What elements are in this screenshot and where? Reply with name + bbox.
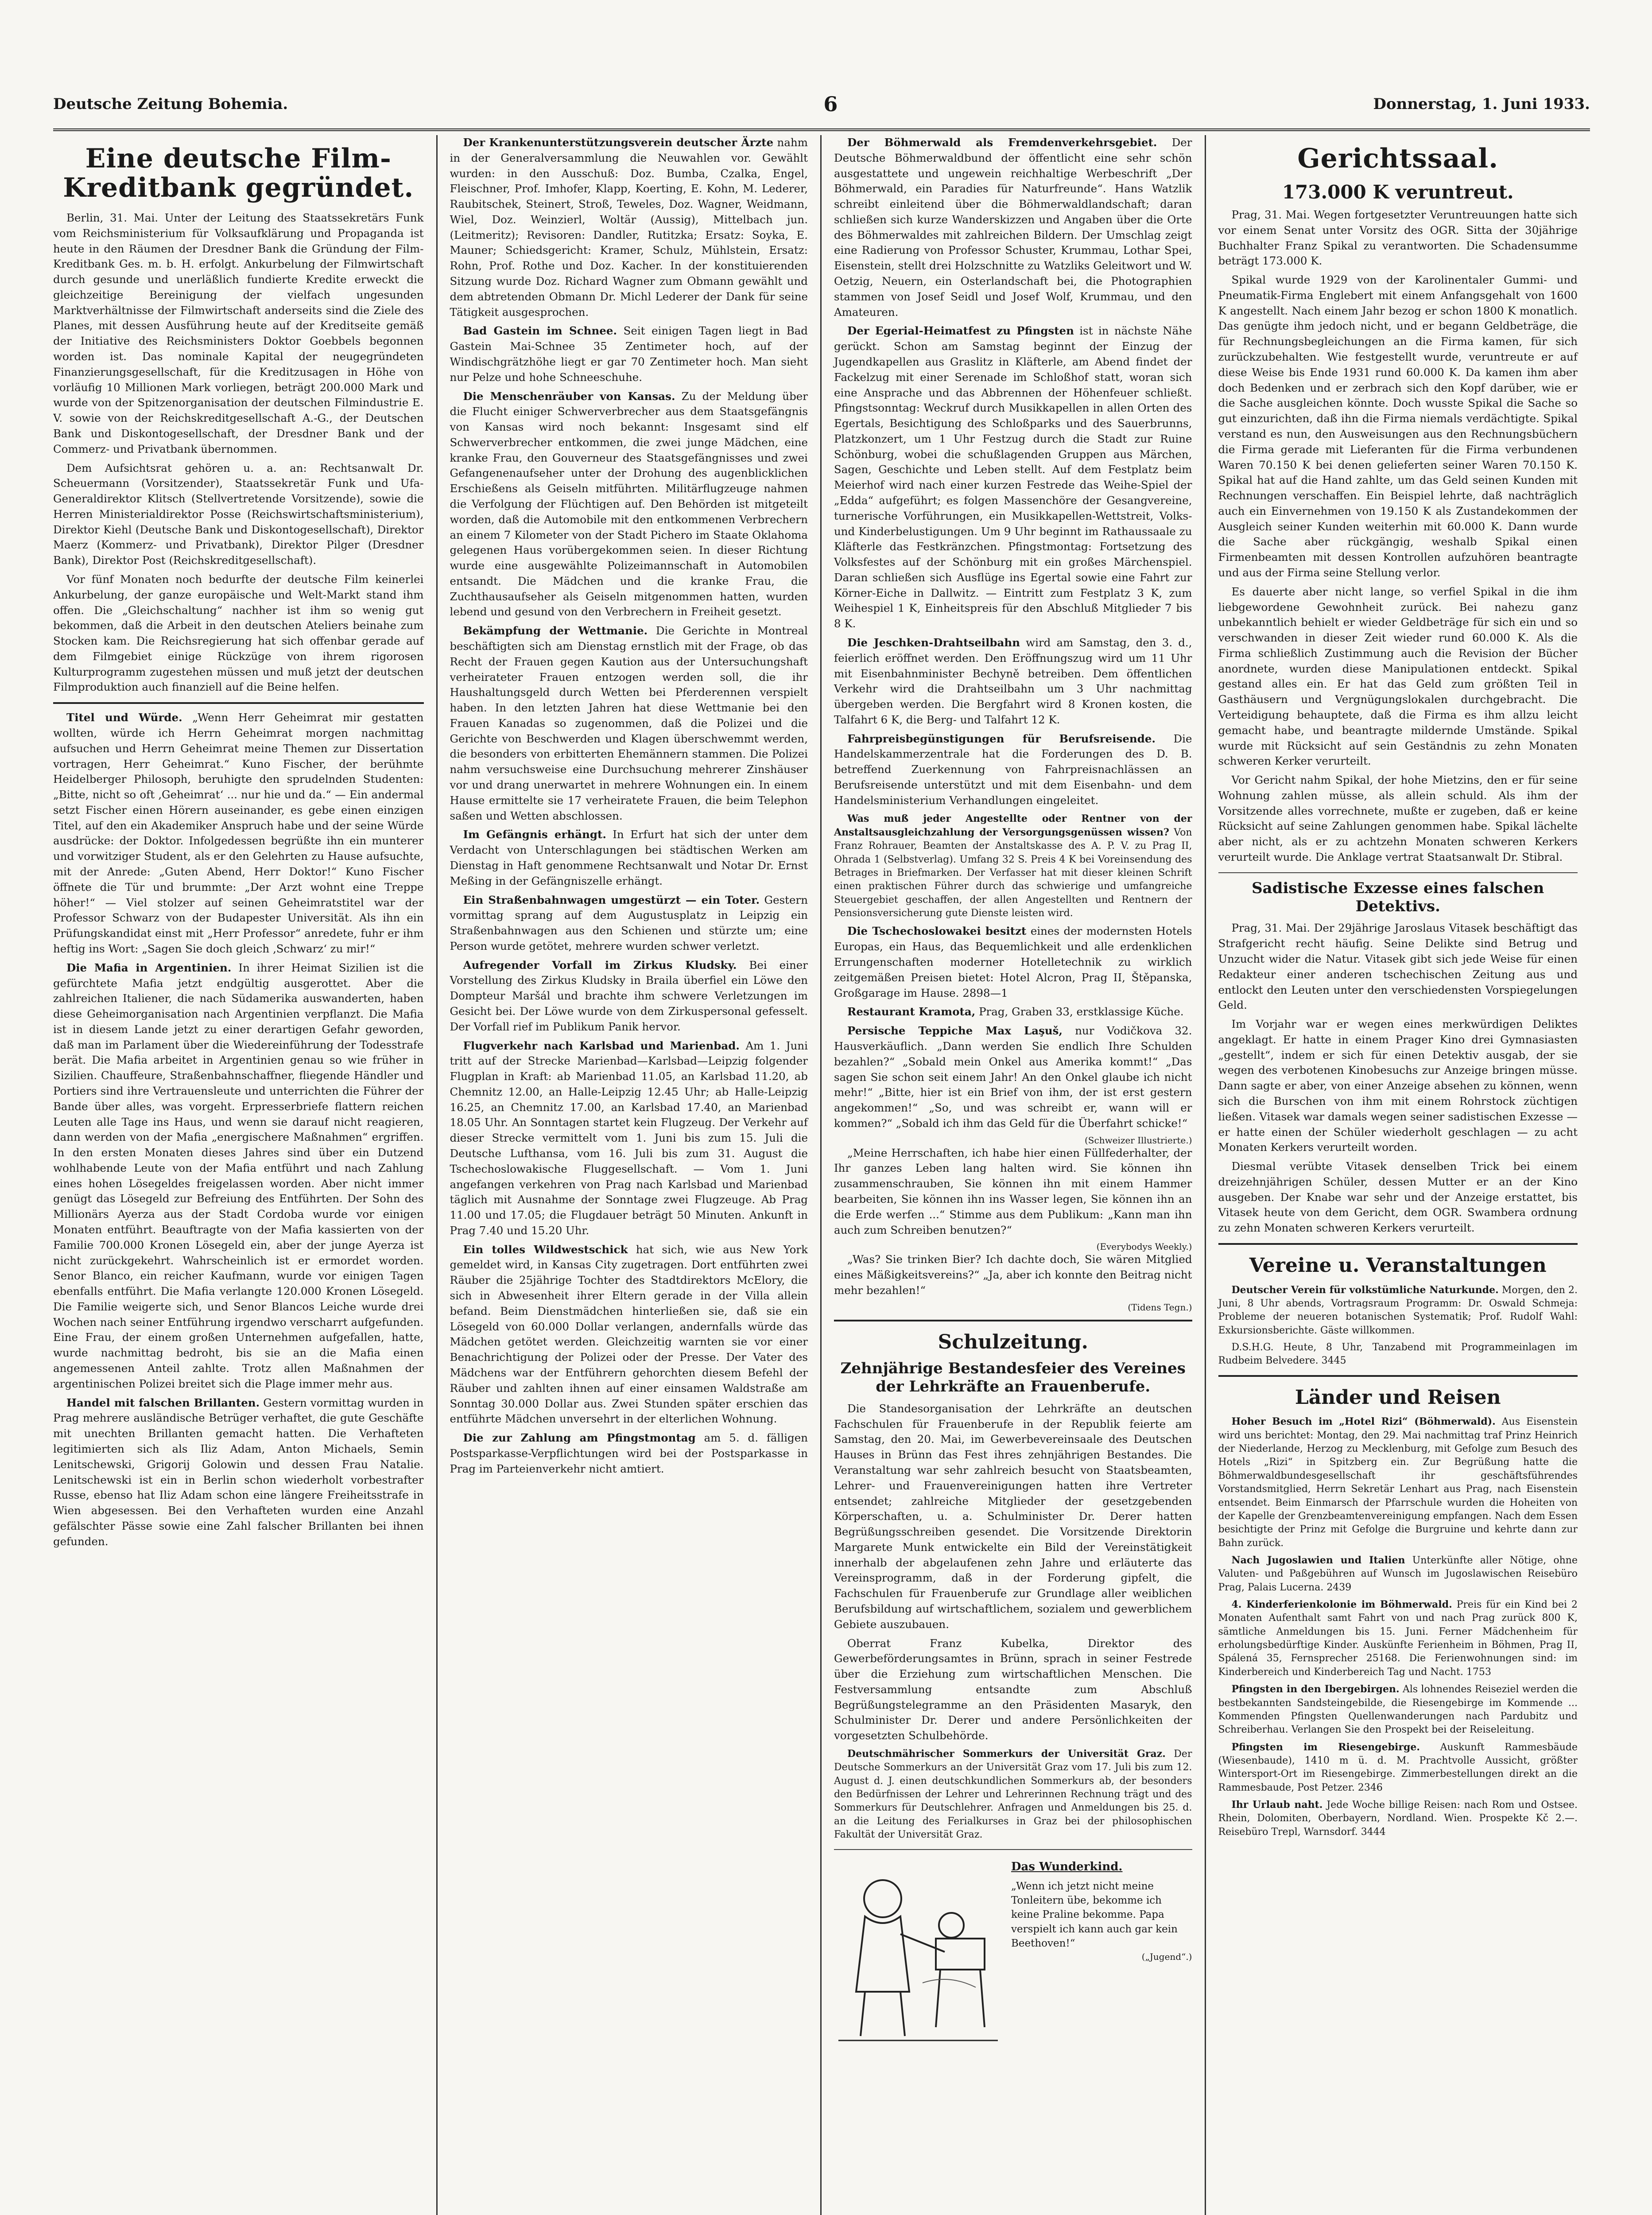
news-item [450, 389, 808, 620]
news-lead: Die Menschenräuber von Kansas. [463, 389, 675, 403]
news-lead: Die zur Zahlung am Pfingstmontag [463, 1431, 696, 1445]
article-paragraph: Oberrat Franz Kubelka, Direktor des Gewerbeförderungsamtes in Brünn, sprach in seiner Festrede über die Erziehung zum wirtschaftlichen Menschen. Die Festversammlung entsandte zum Abschluß Begrüßungstelegramme an den Präsidenten Masaryk, den Schulminister Dr. Derer und andere Persönlichkeiten der vorgesetzten Schulbehörde. [834, 1636, 1192, 1742]
article-paragraph: Prag, 31. Mai. Wegen fortgesetzter Veruntreuungen hatte sich vor einem Senat unter Vorsitz des OGR. Sitta der 30jährige Buchhalter Franz Spikal zu verantworten. Die Schadensumme beträgt 173.000 K. [1218, 208, 1578, 268]
news-text: Prag, Graben 33, erstklassige Küche. [979, 1005, 1184, 1018]
source-credit: (Schweizer Illustrierte.) [1085, 1135, 1192, 1146]
news-item [834, 731, 1192, 808]
news-text: Am 1. Juni tritt auf der Strecke Marienbad—Karlsbad—Leipzig folgender Flugplan in Kraft: ab Marienbad 11.05, an Karlsbad 11.20, ab Chemnitz 12.00, an Halle-Leipzig 12.45 Uhr; ab Halle-Leipzig 16.25, an Chemnitz 17.00, an Karlsbad 17.40, an Marienbad 18.05 Uhr. An Sonntagen startet kein Flugzeug. Der Verkehr auf dieser Strecke vermittelt vom 1. Juni bis zum 15. Juli die Deutsche Lufthansa, vom 16. Juli bis zum 31. August die Tschechoslowakische Fluggesellschaft. — Vom 1. Juni angefangen verkehren von Prag nach Karlsbad und Marienbad täglich mit Ausnahme der Sonntage zwei Flugzeuge. Ab Prag 11.00 und 17.05; die Flugdauer beträgt 50 Minuten. Ankunft in Prag 7.40 und 15.20 Uhr. [450, 1039, 808, 1237]
news-item [450, 623, 808, 824]
news-text: Gestern vormittag sprang auf dem Augustusplatz in Leipzig ein Straßenbahnwagen aus den Schienen und stürzte um; eine Person wurde getötet, mehrere wurden schwer verletzt. [450, 893, 808, 952]
news-text: Als lohnendes Reiseziel werden die bestbekannten Sandsteingebilde, die Riesengebirge im Kommende ... Kommenden Pfingsten Quellenwanderungen nach Pardubitz und Schreiberhau. Verlangen Sie den Prospekt bei der Reiseleitung. [1218, 1684, 1578, 1736]
news-text: Morgen, den 2. Juni, 8 Uhr abends, Vortragsraum Programm: Dr. Oswald Schmeja: Probleme der neueren botanischen Systematik; Prof. Rudolf Wahl: Exkursionsberichte. Gäste willkommen. [1218, 1284, 1578, 1336]
source-credit: (Everybodys Weekly.) [1096, 1241, 1192, 1252]
news-lead: Der Egerial-Heimatfest zu Pfingsten [847, 324, 1074, 338]
article-paragraph: Vor fünf Monaten noch bedurfte der deutsche Film keinerlei Ankurbelung, der ganze europäische und Welt-Markt stand ihm offen. Die „Gleichschaltung“ nachher ist ihm so wenig gut bekommen, daß die Arbeit in den deutschen Ateliers beinahe zum Stocken kam. Die Reichsregierung hat sich offenbar gerade auf dem Filmgebiet einige Rückzüge von ihrem rigorosen Kulturprogramm zugestehen müssen und muß jetzt der deutschen Filmproduktion auch finanziell auf die Beine helfen. [53, 572, 424, 694]
news-lead: Deutscher Verein für volkstümliche Naturkunde. [1231, 1284, 1499, 1296]
page-number: 6 [823, 92, 838, 116]
cartoon-illustration [834, 1859, 1002, 2045]
article-subheadline: 173.000 K veruntreut. [1282, 181, 1514, 203]
news-item [1218, 1741, 1578, 1795]
news-lead: Im Gefängnis erhängt. [463, 828, 606, 841]
news-lead: Die Tschechoslowakei besitzt [847, 925, 1027, 938]
news-lead: Restaurant Kramota, [847, 1005, 976, 1018]
article-paragraph: Im Vorjahr war er wegen eines merkwürdigen Deliktes angeklagt. Er hatte in einem Prager Kino drei Gymnasiasten „gestellt“, indem er sich für einen Detektiv ausgab, der sie wegen des verbotenen Kinobesuchs zur Anzeige bringen müsse. Dann sagte er aber, von einer Anzeige absehen zu können, wenn sich die Burschen von ihm mit einem Rohrstock züchtigen ließen. Vitasek war damals wegen seiner sadistischen Exzesse — er hatte einen der Schüler wiederholt geschlagen — zu acht Monaten Kerkers verurteilt worden. [1218, 1018, 1578, 1154]
news-text: nahm in der Generalversammlung die Neuwahlen vor. Gewählt wurden: in den Ausschuß: Doz. Bumba, Czalka, Engel, Fleischner, Prof. Imhofer, Klapp, Koerting, E. Kohn, M. Lederer, Raubitschek, Steinert, Stroß, Teweles, Doz. Wagner, Weidmann, Wiel, Doz. Weinzierl, Woltär (Aussig), Mittelbach jun. (Leitmeritz); Revisoren: Dandler, Rutitzka; Ersatz: Soyka, E. Mauner; Schiedsgericht: Kramer, Schulz, Mühlstein, Ersatz: Rohn, Prof. Rothe und Doz. Kacher. In der konstituierenden Sitzung wurde Doz. Richard Wagner zum Obmann gewählt und dem abtretenden Obmann Dr. Michl Lederer der Dank für seine Tätigkeit ausgesprochen. [450, 136, 808, 319]
column-3 [822, 135, 1206, 2215]
news-item [450, 958, 808, 1035]
news-text: am 5. d. fälligen Postsparkasse-Verpflichtungen wird bei der Postsparkasse in Prag im Parteienverkehr nicht amtiert. [450, 1431, 808, 1475]
news-item [1218, 1683, 1578, 1737]
news-item [1218, 1415, 1578, 1550]
news-lead: 4. Kinderferienkolonie im Böhmerwald. [1231, 1599, 1452, 1611]
news-text: Der Deutsche Böhmerwaldbund der öffentlicht eine sehr schön ausgestattete und ungewein reichhaltige Werbeschrift „Der Böhmerwald, ein Paradies für Naturfreunde“. Hans Watzlik schreibt einleitend über die Böhmerwaldlandschaft; daran schließen sich kurze Wanderskizzen und Angaben über die Orte des Böhmerwaldes mit zahlreichen Bildern. Der Umschlag zeigt eine Radierung von Professor Schuster, Krummau, Lothar Spei, Eisenstein, stellt drei Holzschnitte zu Watzliks Geleitwort und W. Oetzig, Neuern, ein Osterlandschaft bei, die Photographien stammen von Josef Seidl und Josef Wolf, Krummau, und den Amateuren. [834, 136, 1192, 319]
divider [834, 1320, 1192, 1321]
issue-date: Donnerstag, 1. Juni 1933. [1373, 95, 1590, 113]
column-2 [438, 135, 822, 2215]
news-item [450, 1430, 808, 1477]
news-lead: Flugverkehr nach Karlsbad und Marienbad. [463, 1039, 740, 1052]
news-item [450, 893, 808, 954]
news-lead: Fahrpreisbegünstigungen für Berufsreisende. [847, 732, 1156, 745]
news-lead: Titel und Würde. [66, 711, 182, 724]
divider [834, 1849, 1192, 1850]
news-lead: Die Mafia in Argentinien. [66, 961, 232, 974]
news-lead: Pfingsten in den Ibergebirgen. [1231, 1683, 1400, 1695]
source-credit: („Jugend“.) [1141, 1951, 1192, 1962]
news-text: ist in nächste Nähe gerückt. Schon am Samstag beginnt der Einzug der Jugendkapellen aus Graslitz in Kläfterle, am Abend findet der Fackelzug mit einer Serenade im Schloßhof statt, woran sich eine Ansprache und das Abbrennen der Höhenfeuer schließt. Pfingstsonntag: Weckruf durch Musikkapellen in allen Orten des Egertals, Besichtigung des Schloßparks und des Sauerbrunns, Platzkonzert, um 1 Uhr Festzug durch die Stadt zur Ruine Schönburg, wobei die schußlagenden Gruppen aus Märchen, Sagen, Geschichte und Leben stellt. Auf dem Festplatz beim Meierhof wird nach einer kurzen Festrede das Weihe-Spiel der „Edda“ aufgeführt; es folgen Massenchöre der Gesangvereine, turnerische Vorführungen, ein Musikkapellen-Wettstreit, Volks- und Kinderbelustigungen. Um 9 Uhr beginnt im Rathaussaale zu Kläfterle das Festkränzchen. Pfingstmontag: Fortsetzung des Volksfestes auf der Schönburg mit ein großes Märchenspiel. Daran schließen sich Ausflüge ins Egertal sowie eine Fahrt zur Körner-Eiche in Dallwitz. — Eintritt zum Festplatz 3 K, zum Weihespiel 1 K, Einheitspreis für den Abschluß Mitglieder 7 bis 8 K. [834, 324, 1192, 630]
news-lead: Bad Gastein im Schnee. [463, 324, 617, 338]
news-text: Unterkünfte aller Nötige, ohne Valuten- und Paßgebühren auf Wunsch im Jugoslawischen Reisebüro Prag, Palais Lucerna. 2439 [1218, 1554, 1578, 1593]
news-lead: Ein Straßenbahnwagen umgestürzt — ein Toter. [463, 893, 760, 906]
cartoon-block [834, 1859, 1192, 2045]
news-text: Bei einer Vorstellung des Zirkus Kludsky in Braila überfiel ein Löwe den Dompteur Maršál und brachte ihm schwere Verletzungen im Gesicht bei. Der Löwe wurde von dem Zirkuspersonal gefesselt. Der Vorfall rief im Publikum Panik hervor. [450, 958, 808, 1033]
news-item [450, 135, 808, 320]
news-lead: Aufregender Vorfall im Zirkus Kludsky. [463, 958, 737, 971]
header-rule [53, 128, 1590, 131]
news-text: eines der modernsten Hotels Europas, ein Haus, das Bequemlichkeit und alle erdenklichen Errungenschaften moderner Hotelletechnik zu wirklich zeitgemäßen Preisen bietet: Hotel Alcron, Prag II, Štěpanska, Großgarage im Hause. 2898—1 [834, 925, 1192, 999]
news-item [1218, 1554, 1578, 1594]
joke-paragraph: „Was? Sie trinken Bier? Ich dachte doch, Sie wären Mitglied eines Mäßigkeitsvereins?“ „Ja, aber ich konnte den Beitrag nicht mehr bezahlen!“ [834, 1253, 1192, 1297]
news-item [450, 323, 808, 385]
cartoon-text: „Wenn ich jetzt nicht meine Tonleitern übe, bekomme ich keine Praline bekomme. Papa verspielt ich kann auch gar kein Beethoven!“ [1011, 1880, 1178, 1949]
news-item [834, 924, 1192, 1001]
news-item [53, 710, 424, 957]
news-lead: Handel mit falschen Brillanten. [66, 1396, 260, 1409]
news-text: Jede Woche billige Reisen: nach Rom und Ostsee. Rhein, Dolomiten, Oberbayern, Nordland. Wien. Prospekte Kč 2.—. Reisebüro Trepl, Warnsdorf. 3444 [1218, 1799, 1578, 1838]
news-item [834, 635, 1192, 728]
news-text: Zu der Meldung über die Flucht einiger Schwerverbrecher aus dem Staatsgefängnis von Kansas wird noch bekannt: Insgesamt sind elf Schwerverbrecher entkommen, die zwei junge Mädchen, eine kranke Frau, den Gouverneur des Staatsgefängnisses und zwei Gefangenenaufseher unter der Drohung des augenblicklichen Erschießens als Geiseln mitführten. Militärflugzeuge nahmen die Verfolgung der Flüchtigen auf. Den Behörden ist mitgeteilt worden, daß die Automobile mit den entkommenen Verbrechern an einem 7 Kilometer von der Stadt Pichero im Staate Oklahoma gelegenen Haus vorübergekommen seien. In dieser Richtung wurde eine ausgewählte Polizeimannschaft in Automobilen entsandt. Die Mädchen und die kranke Frau, die Zuchthausaufseher als Geiseln mitgenommen hatten, wurden lebend und gesund von den Verbrechern in Freiheit gesetzt. [450, 389, 808, 618]
news-item [1218, 1798, 1578, 1839]
news-lead: Hoher Besuch im „Hotel Rizi“ (Böhmerwald). [1231, 1416, 1496, 1428]
article-subheadline: Zehnjährige Bestandesfeier des Vereines der Lehrkräfte an Frauenberufe. [840, 1360, 1186, 1396]
article-headline: Eine deutsche Film-Kreditbank gegründet. [63, 143, 414, 203]
news-text: „Wenn Herr Geheimrat mir gestatten wollten, würde ich Herrn Geheimrat morgen nachmittag aufsuchen und Herrn Geheimrat meine Themen zur Dissertation vortragen, Herr Geheimrat.“ Kuno Fischer, der berühmte Heidelberger Philosoph, beruhigte den sprudelnden Studenten: „Bitte, nicht so oft ‚Geheimrat‘ ... nur hie und da.“ — Ein andermal setzt Fischer einen Hörern auseinander, es gebe einen einzigen Titel, auf den ein Akademiker Anspruch habe und der seine Würde ausdrücke: der Doktor. Infolgedessen begrüßte ihn ein munterer und vorwitziger Student, als er den Gelehrten zu Hause aufsuchte, mit der Anrede: „Guten Abend, Herr Doktor!“ Kuno Fischer öffnete die Tür und brummte: „Der Arzt wohnt eine Treppe höher!“ — Viel stolzer auf seinen Geheimratstitel war der Professor Schwarz von der Budapester Universität. Als ihn ein Prüfungskandidat einst mit „Herr Professor“ anredete, fuhr er ihm heftig ins Wort: „Sagen Sie doch gleich ‚Schwarz‘ zu mir!“ [53, 711, 424, 955]
news-lead: Ein tolles Wildwestschick [463, 1243, 628, 1256]
news-item [450, 1038, 808, 1239]
news-text: Die Gerichte in Montreal beschäftigten sich am Dienstag ernstlich mit der Frage, ob das Recht der Frauen gegen Kaution aus der Untersuchungshaft verheirateter Frauen entzogen werden soll, die ihr Haushaltungsgeld durch Wetten bei Pferderennen verspielt haben. In den letzten Jahren hat diese Wettmanie bei den Frauen Kanadas so zugenommen, daß die Polizei und die Gerichte von Beschwerden und Klagen überschwemmt werden, die besonders von erbitterten Ehemännern stammen. Die Polizei nahm versuchsweise eine Durchsuchung mehrerer Zinshäuser vor und drang unerwartet in mehrere Wohnungen ein. In einem Hause ermittelte sie 17 verheiratete Frauen, die beim Telephon saßen und Wetten abschlossen. [450, 624, 808, 822]
news-text: nur Vodičkova 32. Hausverkäuflich. „Dann werden Sie endlich Ihre Schulden bezahlen?“ „Sobald mein Onkel aus Amerika kommt!“ „Das sagen Sie schon seit einem Jahr! An den Onkel glaube ich nicht mehr!“ „Bitte, hier ist ein Brief von ihm, der ist erst gestern angekommen!“ „So, und was schreibt er, wann will er kommen?“ „Sobald ich ihm das Geld für die Überfahrt schicke!“ [834, 1024, 1192, 1130]
news-lead: Deutschmährischer Sommerkurs der Universität Graz. [847, 1748, 1166, 1760]
section-title: Gerichtssaal. [1297, 143, 1499, 174]
news-item [1218, 1283, 1578, 1337]
section-title: Schulzeitung. [938, 1330, 1088, 1353]
column-1 [53, 135, 438, 2215]
section-title: Vereine u. Veranstaltungen [1249, 1254, 1547, 1277]
news-text: hat sich, wie aus New York gemeldet wird, in Kansas City zugetragen. Dort entführten zwei Räuber die 25jährige Tochter des Stadtdirektors McElory, die sich in Abwesenheit ihrer Eltern gerade in der Villa allein befand. Beim Dienstmädchen hinterließen sie, daß sie ein Lösegeld von 60.000 Dollar verlangen, andernfalls würde das Mädchen getötet werden. Gleichzeitig warnten sie vor einer Benachrichtigung der Polizei oder der Presse. Der Vater des Mädchens war der Entführern gehorchten diesem Befehl der Räuber und zahlten ihnen auf einer einsamen Waldstraße am Sonntag 30.000 Dollar aus. Zwei Stunden später erschien das entführte Mädchen unversehrt in der elterlichen Wohnung. [450, 1243, 808, 1426]
news-text: Auskunft Rammesbäude (Wiesenbaude), 1410 m ü. d. M. Prachtvolle Aussicht, größter Wintersport-Ort im Riesengebirge. Zimmerbestellungen direkt an die Rammesbaude, Post Petzer. 2346 [1218, 1741, 1578, 1793]
news-item [1218, 1598, 1578, 1679]
joke-paragraph: „Meine Herrschaften, ich habe hier einen Füllfederhalter, der Ihr ganzes Leben lang halten wird. Sie können ihn zusammenschrauben, Sie können ihn mit einem Hammer bearbeiten, Sie können ihn ins Wasser legen, Sie können ihn an die Erde werfen ...“ Stimme aus dem Publikum: „Kann man ihn auch zum Schreiben benutzen?“ [834, 1146, 1192, 1236]
news-item [450, 1242, 808, 1427]
news-item [834, 323, 1192, 632]
news-text: Die Handelskammerzentrale hat die Forderungen des D. B. betreffend Zuerkennung von Fahrpreisnachlässen an Berufsreisende unterstützt und mit dem Eisenbahn- und dem Handelsministerium Verhandlungen eingeleitet. [834, 732, 1192, 807]
article-paragraph: Dem Aufsichtsrat gehören u. a. an: Rechtsanwalt Dr. Scheuermann (Vorsitzender), Staatssekretär Funk und Ufa-Generaldirektor Klitsch (Stellvertretende Vorsitzende), sowie die Herren Ministerialdirektor Posse (Reichswirtschaftsministerium), Direktor Kiehl (Deutsche Bank und Diskontogesellschaft), Direktor Maerz (Kommerz- und Privatbank), Direktor Pilger (Dresdner Bank), Direktor Post (Reichskreditgesellschaft). [53, 461, 424, 567]
article-paragraph: Prag, 31. Mai. Der 29jährige Jaroslaus Vitasek beschäftigt das Strafgericht recht häufig. Seine Delikte sind Betrug und Unzucht wider die Natur. Vitasek gibt sich jede Weise für einen Redakteur einer anderen tschechischen Zeitung aus und entlockt den Leuten unter den verschiedensten Vorspiegelungen Geld. [1218, 921, 1578, 1012]
news-text: Seit einigen Tagen liegt in Bad Gastein Mai-Schnee 35 Zentimeter hoch, auf der Windischgrätzhöhe liegt er gar 70 Zentimeter hoch. Man sieht nur Pelze und hohe Schneeschuhe. [450, 324, 808, 384]
news-text: wird am Samstag, den 3. d., feierlich eröffnet werden. Den Eröffnungszug wird um 11 Uhr mit Eisenbahnminister Bechyně betreiben. Dem öffentlichen Verkehr wird die Drahtseilbahn um 3 Uhr nachmittag übergeben werden. Die Bergfahrt wird 8 Kronen kosten, die Talfahrt 6 K, die Berg- und Talfahrt 12 K. [834, 636, 1192, 726]
news-item [834, 1023, 1192, 1131]
news-text: Aus Eisenstein wird uns berichtet: Montag, den 29. Mai nachmittag traf Prinz Heinrich der Niederlande, Herzog zu Mecklenburg, mit Gefolge zum Besuch des Hotels „Rizi“ in Spitzberg ein. Zur Begrüßung hatte die Böhmerwaldbundesgesellschaft ihr geschäftsführendes Vorstandsmitglied, Herrn Sekretär Lenhart aus Prag, nach Eisenstein entsendet. Beim Einmarsch der Pfarrschule wurden die Hoheiten von der Kapelle der Grenzbeamtenvereinigung empfangen. Nach dem Essen besichtigte der Prinz mit Gefolge die Burgruine und kehrte dann zur Bahn zurück. [1218, 1416, 1578, 1549]
news-item [53, 960, 424, 1392]
news-lead: Die Jeschken-Drahtseilbahn [847, 636, 1020, 649]
news-item [834, 135, 1192, 320]
news-text: In Erfurt hat sich der unter dem Verdacht von Unterschlagungen bei städtischen Werken am Dienstag in Haft genommene Rechtsanwalt und Notar Dr. Ernst Meßing in der Gefängniszelle erhängt. [450, 828, 808, 887]
article-paragraph: Die Standesorganisation der Lehrkräfte an deutschen Fachschulen für Frauenberufe in der Republik feierte am Samstag, den 20. Mai, im Gewerbevereinsaale des Deutschen Hauses in Brünn das Fest ihres zehnjährigen Bestandes. Die Veranstaltung war sehr zahlreich besucht von Staatsbeamten, Lehrer- und Frauenvereinigungen hatten ihre Vertreter entsendet; zahlreiche Mitglieder der gesetzgebenden Körperschaften, u. a. Schulminister Dr. Derer hatten Begrüßungsschreiben gesendet. Die Vorsitzende Direktorin Margarete Munk entwickelte ein Bild der Vereinstätigkeit innerhalb der abgelaufenen zehn Jahre und erläuterte das Vereinsprogramm, daß in der Forderung gipfelt, die Fachschulen für Frauenberufe zur Grundlage aller weiblichen Berufsbildung auf wirtschaftlichem, sozialem und gewerblichem Gebiete auszubauen. [834, 1402, 1192, 1631]
article-paragraph: Spikal wurde 1929 von der Karolinentaler Gummi- und Pneumatik-Firma Englebert mit einem Anfangsgehalt von 1600 K angestellt. Nach einem Jahr bezog er schon 1800 K monatlich. Das genügte ihm jedoch nicht, und er begann Geldbeträge, die für Rechnungsbegleichungen an die Firma kamen, für sich zurückzubehalten. Wie festgestellt wurde, veruntreute er auf diese Weise bis Ende 1931 rund 60.000 K. Da kamen ihm aber doch Bedenken und er zerbrach sich den Kopf darüber, wie er die Sache ausgleichen könnte. Doch wusste Spikal die Sache so gut einzurichten, daß ihn die Firma niemals verdächtigte. Spikal verstand es nun, den Ausweisungen aus den Rechnungsbüchern die Firma gerade mit Lieferanten für die Firma verbundenen Waren 70.150 K bei denen gelieferten seiner Waren 70.150 K. Spikal hat auf die Hand zahlte, um das Geld seinen Kunden mit Rechnungen verschaffen. Ein Beispiel lehrte, daß nachträglich auch ein Einvernehmen von 19.150 K als Zustandekommen der Ausgleich seiner Kunden weiterhin mit 60.000 K. Dann wurde die Sache aber rückgängig, weshalb Spikal einen Firmenbeamten mit dessen Kontrollen aufzuhören beantragte und aus der Firma seine Stellung verlor. [1218, 273, 1578, 579]
news-item: D.S.H.G. Heute, 8 Uhr, Tanzabend mit Programmeinlagen im Rudbeim Belvedere. 3445 [1218, 1342, 1578, 1367]
news-text: Der Deutsche Sommerkurs an der Universität Graz vom 17. Juli bis zum 12. August d. J. einen deutschkundlichen Sommerkurs ab, der besonders den Bedürfnissen der Lehrer und Lehrerinnen Rechnung trägt und des Sommerkurs für Deutschlehrer. Anfragen und Anmeldungen bis 25. d. an die Leitung des Ferialkurses in Graz bei der philosophischen Fakultät der Universität Graz. [834, 1749, 1192, 1841]
divider [53, 702, 424, 704]
columns [53, 135, 1590, 2215]
divider [1218, 872, 1578, 873]
cartoon-title: Das Wunderkind. [1011, 1860, 1123, 1873]
article-paragraph: Vor Gericht nahm Spikal, der hohe Mietzins, den er für seine Wohnung zahlen müsse, als allein schuld. Als ihm der Vorsitzende alles vorrechnete, mußte er zugeben, daß er keine Rücksicht auf seine Zahlungen genommen habe. Spikal lächelte aber nicht, als er zu achtzehn Monaten schweren Kerkers verurteilt wurde. Die Anklage vertrat Staatsanwalt Dr. Stibral. [1218, 773, 1578, 864]
news-lead: Nach Jugoslawien und Italien [1231, 1554, 1405, 1566]
news-item [53, 1395, 424, 1550]
news-lead: Der Böhmerwald als Fremdenverkehrsgebiet. [847, 136, 1157, 149]
article-paragraph: Es dauerte aber nicht lange, so verfiel Spikal in die ihm liebgewordene Gewohnheit zurück. Bei nahezu ganz unbekanntlich behielt er wieder Geldbeträge für sich ein und so verschwanden in dieser Zeit wieder rund 60.000 K. Als die Firma schließlich Zustimmung auch die Revision der Bücher anordnete, wurden diese Manipulationen entdeckt. Spikal gestand alles ein. Er hat das Geld zum größten Teil in Gasthäusern und Vergnügungslokalen durchgebracht. Die Verteidigung behauptete, daß die Firma es ihm allzu leicht gemacht habe, und beantragte mildernde Umstände. Spikal wurde mit Rücksicht auf sein Geständnis zu zehn Monaten schweren Kerker verurteilt. [1218, 585, 1578, 768]
news-text: In ihrer Heimat Sizilien ist die gefürchtete Mafia jetzt endgültig ausgerottet. Aber die zahlreichen Italiener, die nach Südamerika auswanderten, haben diese Geheimorganisation nach Argentinien verpflanzt. Die Mafia ist in diesem Lande jetzt zu einer derartigen Gefahr geworden, daß man im Parlament über die Wiedereinführung der Todesstrafe berät. Die Mafia arbeitet in Argentinien genau so wie früher in Sizilien. Chauffeure, Straßenbahnschaffner, fliegende Händler und Portiers sind ihre Vertrauensleute und unterrichten die Führer der Bande über alles, was vorgeht. Erpresserbriefe flattern reichen Leuten alle Tage ins Haus, und wenn sie darauf nicht reagieren, dann werden von der Mafia „energischere Maßnahmen“ ergriffen. In den ersten Monaten dieses Jahres sind über ein Dutzend wohlhabende Leute von der Mafia entführt und nach Zahlung eines hohen Lösegeldes freigelassen worden. Aber nicht immer genügt das Lösegeld zur Befreiung des Entführten. Der Sohn des Millionärs Ayerza aus der Stadt Cordoba wurde vor einigen Monaten entführt. Beauftragte von der Mafia kassierten von der Familie 700.000 Kronen Lösegeld ein, aber der junge Ayerza ist nicht zurückgekehrt. Wahrscheinlich ist er ermordet worden. Senor Blanco, ein reicher Kaufmann, wurde vor einigen Tagen ebenfalls entführt. Die Mafia verlangte 120.000 Kronen Lösegeld. Die Familie weigerte sich, und Senor Blancos Leiche wurde drei Wochen nach seiner Entführung irgendwo verscharrt aufgefunden. Eine Frau, der einem großen Unternehmen aufgefallen, hatte, wurde nachmittag bedroht, bis sie an die Mafia einen angemessenen Anteil zahlte. Trotz allen Maßnahmen der argentinischen Polizei breitet sich die Plage immer mehr aus. [53, 961, 424, 1390]
divider [1218, 1243, 1578, 1245]
news-item [450, 827, 808, 889]
news-text: Preis für ein Kind bei 2 Monaten Aufenthalt samt Fahrt von und nach Prag zurück 800 K, sämtliche Anmeldungen bis 15. Juni. Ferner Mädchenheim für erholungsbedürftige Kinder. Auskünfte Ferienheim in Böhmen, Prag II, Spálená 35, Fernsprecher 25168. Die Ferienwohnungen sind: im Kinderbereich und Kinderbereich Tag und Nacht. 1753 [1218, 1599, 1578, 1678]
newspaper-name: Deutsche Zeitung Bohemia. [53, 95, 288, 113]
source-credit: (Tidens Tegn.) [1128, 1302, 1192, 1313]
news-item [834, 1747, 1192, 1842]
news-lead: Persische Teppiche Max Laşuš, [847, 1024, 1063, 1038]
news-item [834, 812, 1192, 921]
news-lead: Bekämpfung der Wettmanie. [463, 624, 648, 637]
news-lead: Der Krankenunterstützungsverein deutscher Ärzte [463, 136, 774, 149]
column-4 [1206, 135, 1590, 2215]
article-paragraph: Diesmal verübte Vitasek denselben Trick bei einem dreizehnjährigen Schüler, dessen Mutter er an der Kino ausgeben. Der Knabe war sehr und der Anzeige erstattet, bis Vitasek heute von dem Gericht, dem OGR. Swambera ordnung zu zehn Monaten schweren Kerkers verurteilt. [1218, 1160, 1578, 1235]
divider [1218, 1375, 1578, 1377]
cartoon-caption [1011, 1859, 1192, 1963]
news-text: Von Franz Rohrauer, Beamten der Anstaltskasse des A. P. V. zu Prag II, Ohrada 1 (Selbstverlag). Umfang 32 S. Preis 4 K bei Voreinsendung des Betrages in Briefmarken. Der Verfasser hat mit dieser kleinen Schrift einen praktischen Führer durch das schwierige und umfangreiche Steuergebiet geschaffen, der allen Angestellten und Rentnern der Pensionsversicherung gute Dienste leisten wird. [834, 827, 1192, 919]
section-title: Länder und Reisen [1295, 1386, 1501, 1409]
news-text: Gestern vormittag wurden in Prag mehrere ausländische Betrüger verhaftet, die gute Geschäfte mit unechten Brillanten gemacht hatten. Die Verhafteten legitimierten sich als Iliz Adam, Anton Michaels, Semin Lenitschewski, Grigorij Golowin und dessen Frau Natalie. Lenitschewski ist ein in Berlin schon wiederholt vorbestrafter Russe, ebenso hat Iliz Adam schon eine längere Freiheitsstrafe in Wien abgesessen. Bei den Verhafteten wurden eine Anzahl gefälschter Pässe sowie eine Zahl falscher Brillanten bei ihnen gefunden. [53, 1396, 424, 1548]
article-headline: Sadistische Exzesse eines falschen Detektivs. [1252, 879, 1544, 915]
news-lead: Was muß jeder Angestellte oder Rentner von der Anstaltsausgleichzahlung der Versorgungsgenüssen wissen? [834, 812, 1192, 838]
news-lead: Pfingsten im Riesengebirge. [1231, 1741, 1420, 1753]
page-header [53, 91, 1590, 117]
article-paragraph: Berlin, 31. Mai. Unter der Leitung des Staatssekretärs Funk vom Reichsministerium für Volksaufklärung und Propaganda ist heute in den Räumen der Dresdner Bank die Gründung der Film-Kreditbank Ges. m. b. H. erfolgt. Ankurbelung der Filmwirtschaft durch gesunde und unerläßlich fundierte Kredite erweckt die gleichzeitige Bereinigung der vielfach ungesunden Marktverhältnisse der Filmwirtschaft anderseits sind die Ziele des Planes, mit dessen Ausführung heute auf der Kreditseite gemäß der Initiative des Reichsministers Doktor Goebbels begonnen worden ist. Das nominale Kapital der neugegründeten Finanzierungsgesellschaft, für die Kreditzusagen in Höhe von vorläufig 10 Millionen Mark vorliegen, beträgt 200.000 Mark und wurde von der Spitzenorganisation der deutschen Filmindustrie E. V. sowie von der Reichskreditgesellschaft A.-G., der Deutschen Bank und Diskontogesellschaft, der Dresdner Bank und der Commerz- und Privatbank übernommen. [53, 211, 424, 455]
news-item [834, 1004, 1192, 1020]
news-lead: Ihr Urlaub naht. [1231, 1799, 1323, 1811]
